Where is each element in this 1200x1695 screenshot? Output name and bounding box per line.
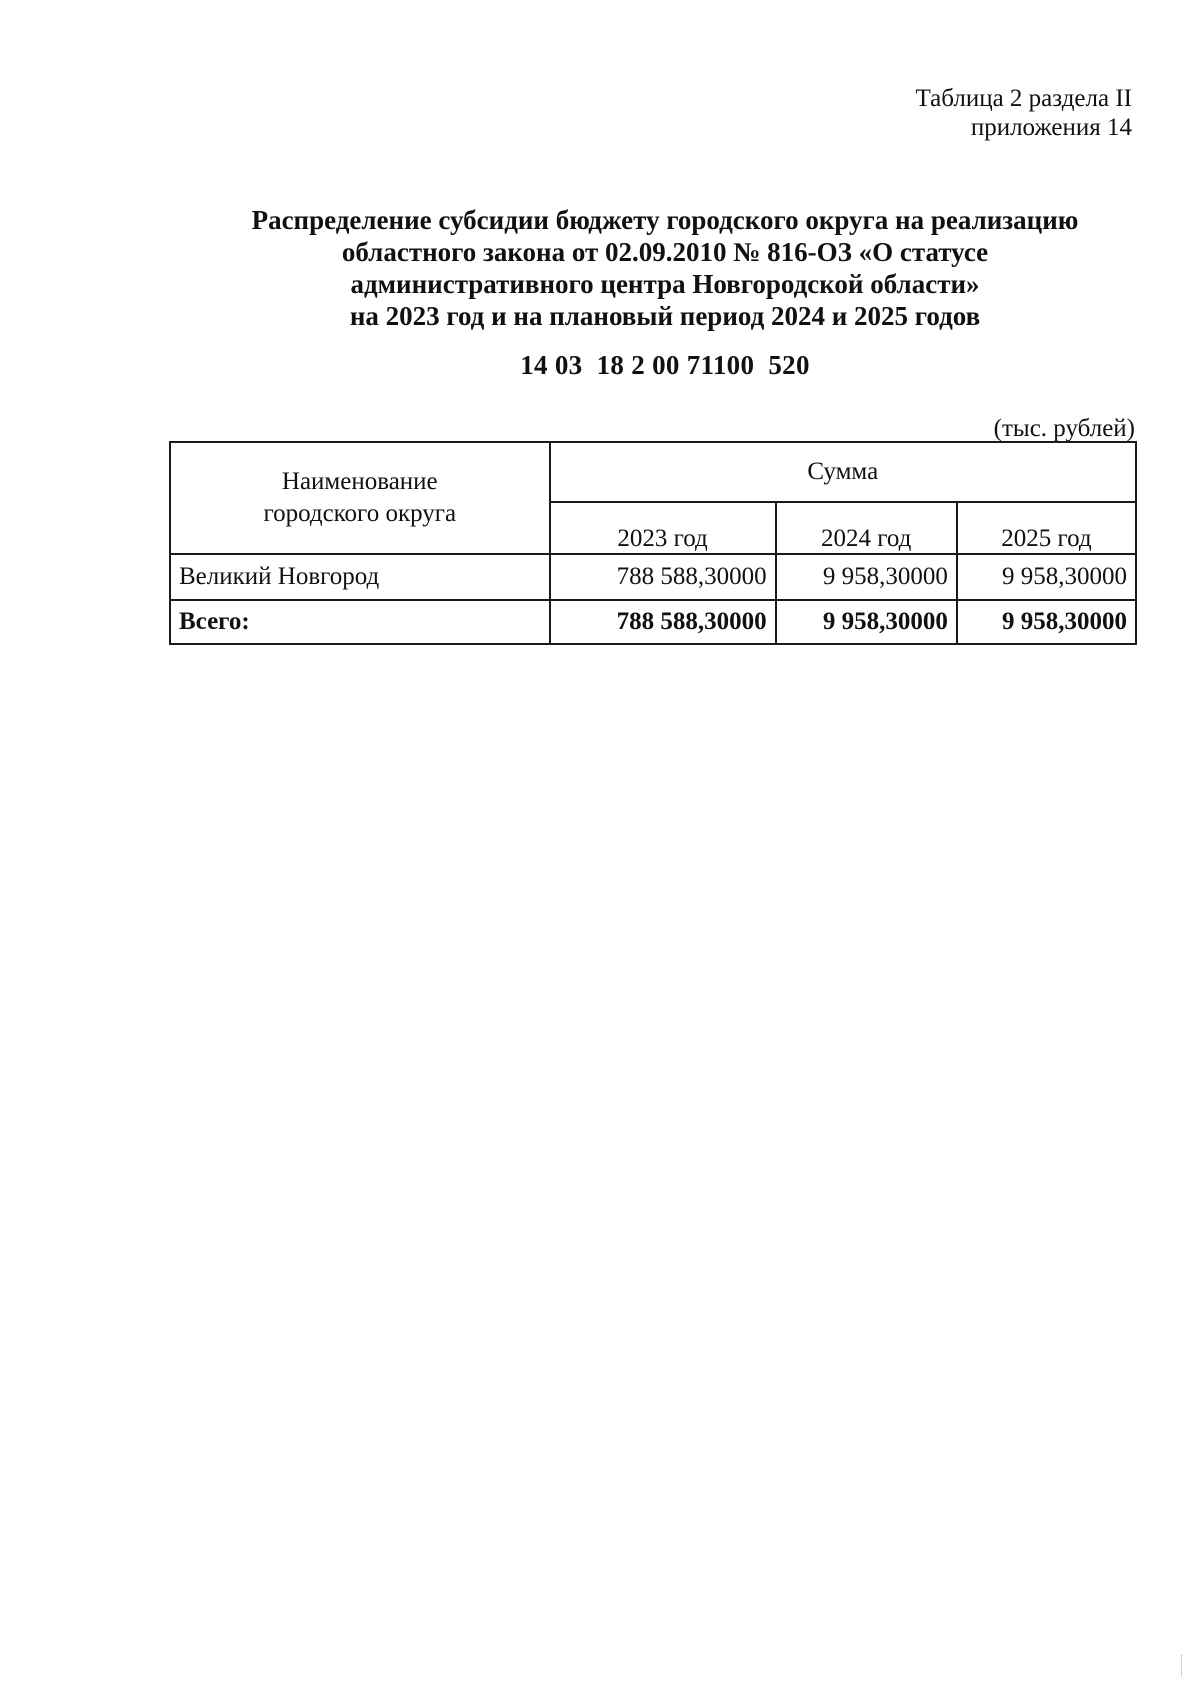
table-row <box>170 554 1136 600</box>
title-line: областного закона от 02.09.2010 № 816-ОЗ «О статусе <box>341 237 989 267</box>
appendix-reference-line-2: приложения 14 <box>970 114 1132 141</box>
column-header-sum: Сумма <box>550 442 1136 502</box>
document-title <box>140 204 1190 332</box>
title-line: на 2023 год и на плановый период 2024 и 2025 годов <box>349 301 981 331</box>
amount-2023-cell: 788 588,30000 <box>550 554 776 600</box>
column-header-year-2024: 2024 год <box>776 502 957 554</box>
subsidy-distribution-table <box>169 441 1137 645</box>
budget-classification-code: 14 03 18 2 00 71100 520 <box>520 350 810 380</box>
total-row <box>170 600 1136 644</box>
amount-2025-cell: 9 958,30000 <box>957 554 1136 600</box>
title-line: Распределение субсидии бюджету городского округа на реализацию <box>251 205 1079 235</box>
total-2024-cell: 9 958,30000 <box>776 600 957 644</box>
column-header-year-2025: 2025 год <box>957 502 1136 554</box>
amount-2024-cell: 9 958,30000 <box>776 554 957 600</box>
column-header-district-name <box>170 442 550 554</box>
appendix-reference <box>916 84 1132 142</box>
units-label: (тыс. рублей) <box>993 415 1135 442</box>
scan-artifact-mark <box>1181 1655 1183 1677</box>
column-header-name-line-1: Наименование <box>281 468 438 495</box>
total-2025-cell: 9 958,30000 <box>957 600 1136 644</box>
title-line: административного центра Новгородской области» <box>350 269 980 299</box>
table-header-row <box>170 442 1136 502</box>
appendix-reference-line-1: Таблица 2 раздела II <box>915 85 1132 112</box>
total-2023-cell: 788 588,30000 <box>550 600 776 644</box>
district-name-cell: Великий Новгород <box>170 554 550 600</box>
column-header-year-2023: 2023 год <box>550 502 776 554</box>
column-header-name-line-2: городского округа <box>263 500 457 527</box>
total-label-cell: Всего: <box>170 600 550 644</box>
